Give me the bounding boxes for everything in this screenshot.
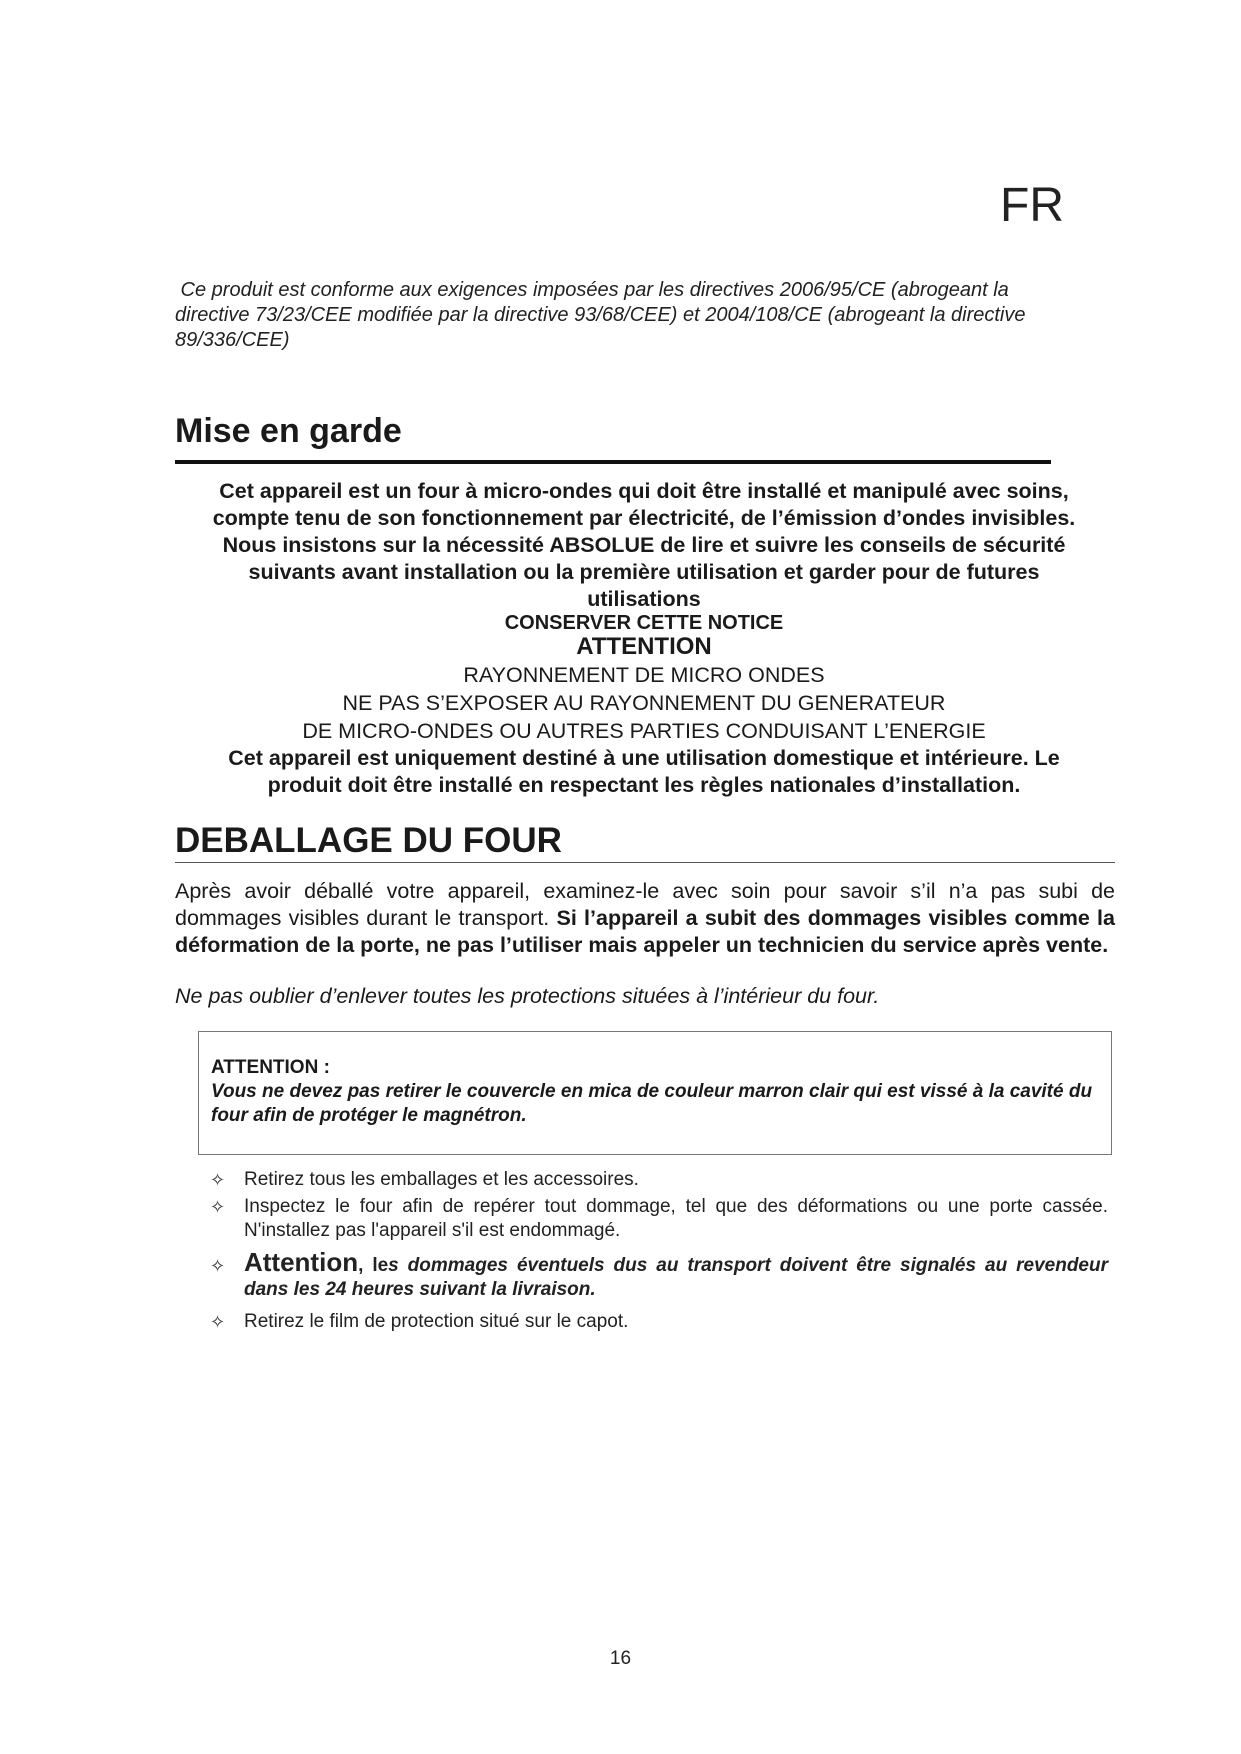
radiation-line: NE PAS S’EXPOSER AU RAYONNEMENT DU GENERATEUR [342,691,946,715]
heading-mise-en-garde: Mise en garde [175,412,402,450]
attention-box [198,1031,1112,1155]
list-item-text: s dommages éventuels dus au transport doivent être signalés au revendeur dans les 24 heures suivant la livraison. [244,1255,1109,1300]
unpacking-text: Après avoir déballé votre appareil, examinez-le avec soin pour savoir s’il n’a pas subi de dommages visibles durant le transport. [175,879,1115,930]
compliance-line: directive 73/23/CEE modifiée par la directive 93/68/CEE) et 2004/108/CE (abrogeant la directive [175,304,1026,326]
star-bullet-icon: ✧ [210,1197,226,1217]
compliance-statement [175,278,1115,353]
domestic-use-line: produit doit être installé en respectant les règles nationales d’installation. [267,773,1021,797]
warning-line: compte tenu de son fonctionnement par électricité, de l’émission d’ondes invisibles. [212,506,1076,530]
attention-box-title: ATTENTION : [211,1057,330,1078]
list-item [210,1168,1108,1192]
radiation-line: RAYONNEMENT DE MICRO ONDES [463,663,825,687]
compliance-line: Ce produit est conforme aux exigences imposées par les directives 2006/95/CE (abrogeant la [175,279,1009,301]
star-bullet-icon: ✧ [210,1256,226,1276]
list-item [210,1247,1109,1302]
warning-line: Cet appareil est un four à micro-ondes qui doit être installé et manipulé avec soins, [219,479,1069,503]
unpacking-warning: Si l’appareil a subit des dommages visibles comme la déformation de la porte, ne pas l’utiliser mais appeler un technicien du service après vente. [175,906,1115,957]
list-item [210,1195,1108,1243]
safety-warning-block [170,478,1118,799]
page-number: 16 [609,1648,632,1669]
protection-note: Ne pas oublier d’enlever toutes les protections situées à l’intérieur du four. [175,984,880,1008]
heading-deballage: DEBALLAGE DU FOUR [175,821,562,860]
attention-label: ATTENTION [576,633,712,660]
conserve-notice: CONSERVER CETTE NOTICE [504,612,784,634]
domestic-use-line: Cet appareil est uniquement destiné à une utilisation domestique et intérieure. Le [228,746,1060,770]
unpacking-checklist [210,1168,1108,1334]
warning-line: utilisations [587,587,701,611]
star-bullet-icon: ✧ [210,1170,226,1190]
list-item [210,1310,1108,1334]
attention-word: Attention [244,1247,359,1277]
list-item-text: Retirez le film de protection situé sur le capot. [244,1311,629,1332]
list-item-text: Inspectez le four afin de repérer tout dommage, tel que des déformations ou une porte cassée. N'installez pas l'appareil s'il est endommagé. [244,1196,1108,1241]
compliance-line: 89/336/CEE) [175,329,290,351]
star-bullet-icon: ✧ [210,1312,226,1332]
heading-underline [175,460,1051,464]
unpacking-paragraph [175,878,1115,959]
list-item-text: , le [358,1255,389,1276]
radiation-line: DE MICRO-ONDES OU AUTRES PARTIES CONDUISANT L’ENERGIE [302,719,986,743]
attention-box-text: Vous ne devez pas retirer le couvercle en mica de couleur marron clair qui est vissé à la cavité du four afin de protéger le magnétron. [211,1081,1093,1126]
heading-underline [175,862,1115,863]
list-item-text: Retirez tous les emballages et les accessoires. [244,1169,639,1190]
language-tag: FR [1000,179,1064,232]
warning-line: suivants avant installation ou la première utilisation et garder pour de futures [248,560,1040,584]
warning-line: Nous insistons sur la nécessité ABSOLUE de lire et suivre les conseils de sécurité [222,533,1066,557]
